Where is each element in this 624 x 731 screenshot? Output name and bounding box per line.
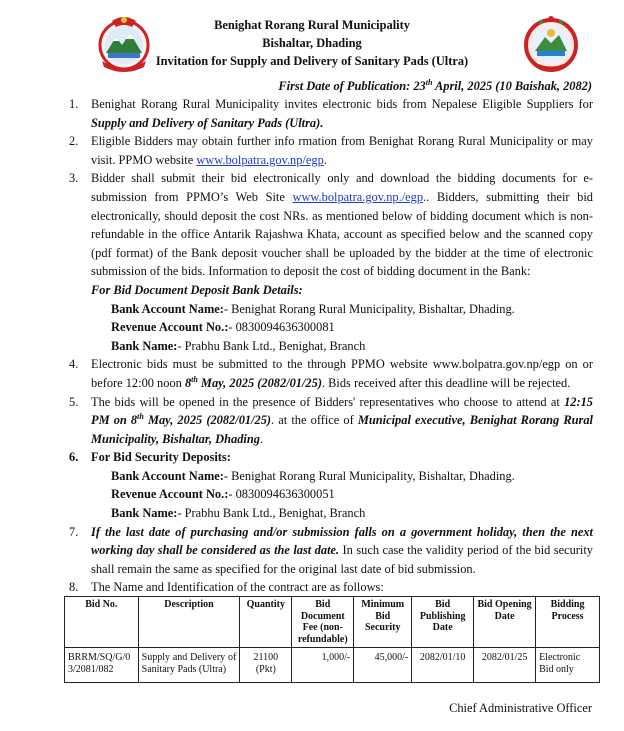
col-opening-date: Bid Opening Date — [474, 597, 536, 648]
list-item-3: 3. Bidder shall submit their bid electronically only and download the bidding documents for e-submission from PPMO’s Web Site www.bolpatra.gov.np./egp.. Bidders, submitting their bid electronically, should deposit the cost NRs. as mentioned below of bidding document which is non-refundable in the office Antarik Rajashwa Khata, account as specified below and the scanned copy (pdf format) of the Bank deposit voucher shall be uploaded by the bidder at the time of electronic submission of the bids. Information to deposit the cost of bidding document in the Bank: — [69, 171, 593, 279]
document-deposit-heading: For Bid Document Deposit Bank Details: — [91, 282, 303, 297]
list-item-6: 6. For Bid Security Deposits: — [69, 450, 231, 465]
list-item-7: 7. If the last date of purchasing and/or submission falls on a government holiday, then the next working day shall be considered as the last date. In such case the validity period of the bid security shall remain the same as specified for the original last date of bid submission. — [69, 524, 593, 576]
municipality-emblem-left-icon — [92, 11, 156, 75]
table-row — [65, 648, 600, 683]
cell-opening-date: 2082/01/25 — [474, 648, 536, 683]
doc-revenue-account-no: Revenue Account No.:- 0830094636300081 — [111, 320, 335, 335]
publication-date: First Date of Publication: 23th April, 2025 (10 Baishak, 2082) — [278, 77, 592, 93]
list-item-5: 5. The bids will be opened in the presence of Bidders' representatives who choose to attend at 12:15 PM on 8th May, 2025 (2082/01/25). at the office of Municipal executive, Benighat Rorang Rural Municipality, Bishaltar, Dhading. — [69, 394, 593, 446]
ppmo-website-link[interactable]: www.bolpatra.gov.np/egp — [196, 152, 324, 167]
list-item-2: 2. Eligible Bidders may obtain further info rmation from Benighat Rorang Rural Municipality or may visit. PPMO website www.bolpatra.gov.np/egp. — [69, 134, 593, 167]
notice-body — [69, 95, 593, 597]
security-bank-account-name: Bank Account Name:- Benighat Rorang Rural Municipality, Bishaltar, Dhading. — [111, 468, 515, 483]
ppmo-egp-link[interactable]: www.bolpatra.gov.np./egp — [292, 189, 424, 204]
cell-bidding-process: Electronic Bid only — [536, 648, 600, 683]
contract-table — [64, 596, 600, 683]
security-revenue-account-no: Revenue Account No.:- 0830094636300051 — [111, 487, 335, 502]
cell-doc-fee: 1,000/- — [292, 648, 354, 683]
col-publishing-date: Bid Publishing Date — [412, 597, 474, 648]
col-description: Description — [138, 597, 240, 648]
col-quantity: Quantity — [240, 597, 292, 648]
list-item-4: 4. Electronic bids must be submitted to the through PPMO website www.bolpatra.gov.np/egp on or before 12:00 noon 8th May, 2025 (2082/01/25). Bids received after this deadline will be rejected. — [69, 357, 593, 390]
cell-min-security: 45,000/- — [354, 648, 412, 683]
notice-title: Invitation for Supply and Delivery of Sanitary Pads (Ultra) — [155, 54, 469, 68]
list-item-8: 8. The Name and Identification of the contract are as follows: — [69, 580, 384, 595]
cell-description: Supply and Delivery of Sanitary Pads (Ultra) — [138, 648, 240, 683]
signatory-title: Chief Administrative Officer — [449, 701, 592, 715]
table-header-row — [65, 597, 600, 648]
list-item-1: 1. Benighat Rorang Rural Municipality invites electronic bids from Nepalese Eligible Suppliers for Supply and Delivery of Sanitary Pads (Ultra). — [69, 97, 593, 130]
col-doc-fee: Bid Document Fee (non-refundable) — [292, 597, 354, 648]
cell-quantity: 21100 (Pkt) — [240, 648, 292, 683]
cell-publishing-date: 2082/01/10 — [412, 648, 474, 683]
col-bid-no: Bid No. — [65, 597, 139, 648]
doc-bank-account-name: Bank Account Name:- Benighat Rorang Rural Municipality, Bishaltar, Dhading. — [111, 301, 515, 316]
col-bidding-process: Bidding Process — [536, 597, 600, 648]
security-bank-name: Bank Name:- Prabhu Bank Ltd., Benighat, Branch — [111, 506, 366, 521]
cell-bid-no: BRRM/SQ/G/03/2081/082 — [65, 648, 139, 683]
municipality-location: Bishaltar, Dhading — [262, 36, 362, 50]
municipality-name: Benighat Rorang Rural Municipality — [214, 18, 410, 32]
notice-header — [150, 16, 474, 70]
doc-bank-name: Bank Name:- Prabhu Bank Ltd., Benighat, Branch — [111, 338, 366, 353]
municipality-emblem-right-icon — [519, 11, 583, 75]
col-min-security: Minimum Bid Security — [354, 597, 412, 648]
